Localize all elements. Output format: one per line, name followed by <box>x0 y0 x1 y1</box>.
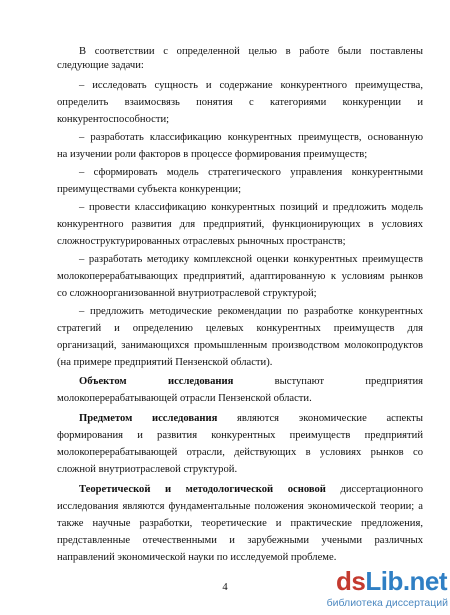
basis-term: Теоретической <box>79 484 151 495</box>
text-line: сложноструктурированных отраслевых рыночных пространств; <box>57 236 346 247</box>
text-line: сложной внутриотраслевой структурой. <box>57 464 238 475</box>
subject-term: Предметом исследования <box>79 413 218 424</box>
text-line: молокоперерабатывающей отрасли, действующих в условиях рынков со <box>57 447 423 458</box>
text-line: на изучении роли факторов в процессе формирования преимуществ; <box>57 149 368 160</box>
basis-paragraph-line <box>57 483 423 497</box>
basis-term: основой <box>287 484 326 495</box>
text-line: преимуществами субъекта конкуренции; <box>57 184 242 195</box>
text-line: – исследовать сущность и содержание конкурентного преимущества, <box>79 80 423 91</box>
text-line: организаций, занимающихся промышленным производством молокопродуктов <box>57 340 423 351</box>
text-line: – разработать методику комплексной оценки конкурентных преимуществ <box>79 254 423 265</box>
dslib-watermark <box>298 566 448 612</box>
logo-part-lib: Lib.net <box>365 566 448 596</box>
text-line: – сформировать модель стратегического управления конкурентными <box>79 167 423 178</box>
text-line: – предложить методические рекомендации по разработке конкурентных <box>79 306 423 317</box>
dslib-logo <box>336 566 447 596</box>
subject-text: являются <box>237 413 280 424</box>
page-number: 4 <box>222 582 228 593</box>
basis-term: методологической <box>185 484 274 495</box>
text-line: конкурентного развития для предприятий, функционирующих в условиях <box>57 219 423 230</box>
text-line: определить взаимосвязь понятия с категориями конкуренции и <box>57 97 423 108</box>
text-line: формирования и развития конкурентных преимуществ предприятий <box>57 430 423 441</box>
basis-term: и <box>164 484 172 495</box>
text-line: молокоперерабатывающих предприятий, адаптированную к условиям рынков <box>57 271 423 282</box>
text-line: – разработать классификацию конкурентных преимуществ, основанную <box>79 132 423 143</box>
object-text: выступают <box>274 376 325 387</box>
object-paragraph-line <box>57 375 423 389</box>
logo-part-ds: ds <box>336 566 366 596</box>
object-term: исследования <box>167 376 234 387</box>
subject-text: экономические <box>298 413 367 424</box>
text-line: направлений экономической науки по исследуемой проблеме. <box>57 552 337 563</box>
text-line: также научные разработки, теоретические и практические предложения, <box>57 518 423 529</box>
text-line: представленные отечественными и зарубежными учеными различных <box>57 535 423 546</box>
basis-text: диссертационного <box>340 484 423 495</box>
text-line: В соответствии с определенной целью в работе были поставлены <box>79 46 423 57</box>
subject-text: аспекты <box>386 413 423 424</box>
text-line: – провести классификацию конкурентных позиций и предложить модель <box>79 202 423 213</box>
watermark-subtitle: библиотека диссертаций <box>326 597 448 609</box>
text-line: следующие задачи: <box>57 60 144 71</box>
text-line: (на примере предприятий Пензенской области). <box>57 357 273 368</box>
object-term: Объектом <box>79 376 127 387</box>
text-line: со сложноорганизованной внутриотраслевой структурой; <box>57 288 317 299</box>
object-text: предприятия <box>365 376 423 387</box>
subject-paragraph-line <box>57 412 423 426</box>
text-line: стратегий и определению целевых конкурентных преимуществ для <box>57 323 423 334</box>
text-line: конкурентоспособности; <box>57 114 170 125</box>
text-line: молокоперерабатывающей отрасли Пензенской области. <box>57 393 312 404</box>
text-line: исследования являются фундаментальные положения экономической теории; а <box>57 501 423 512</box>
